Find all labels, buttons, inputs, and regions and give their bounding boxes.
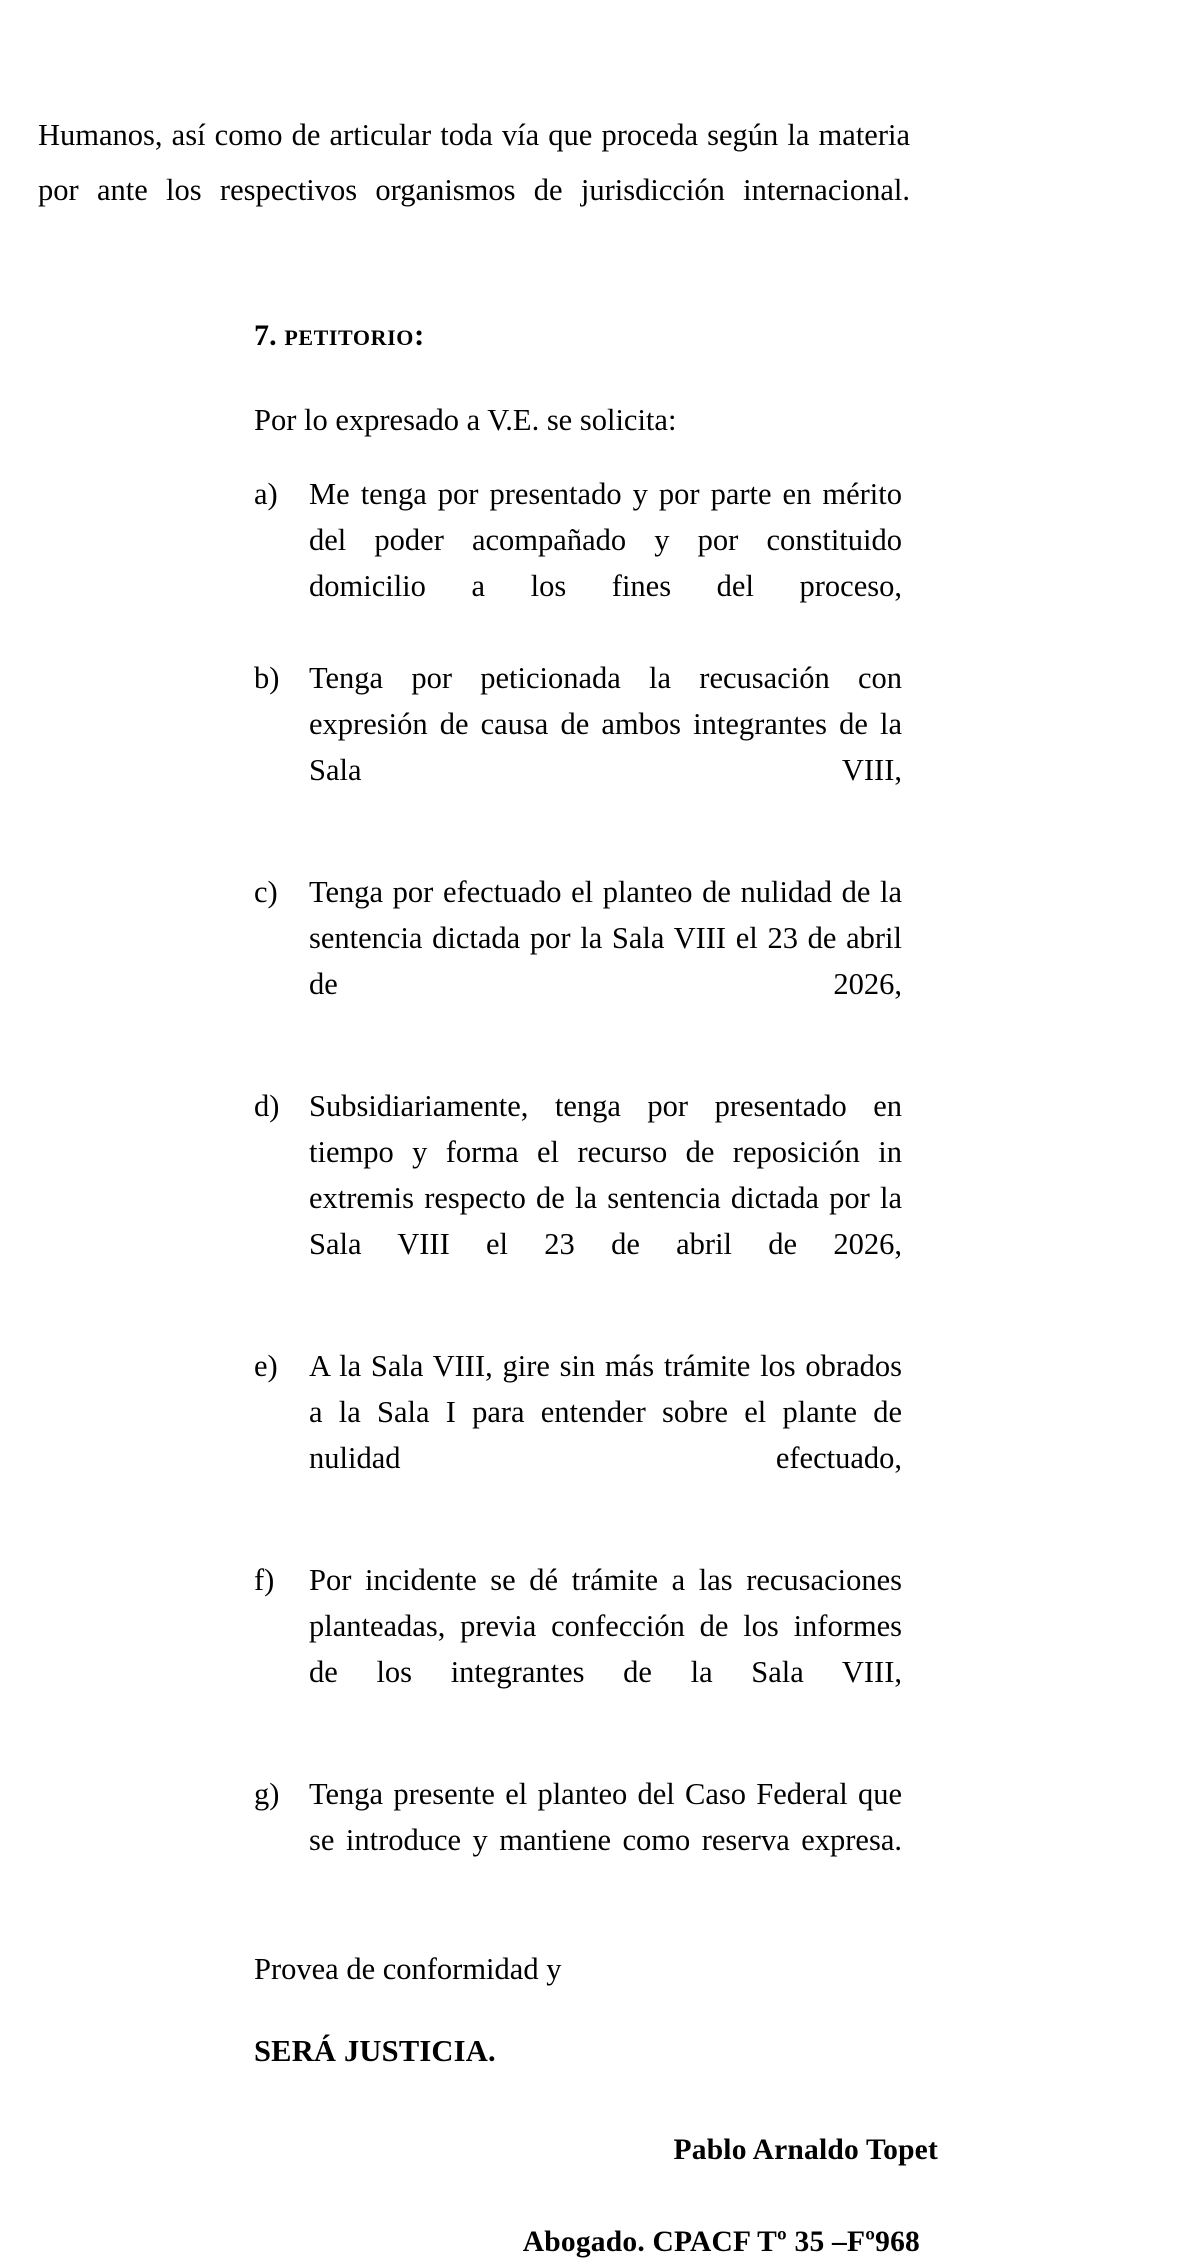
lead-line: Por lo expresado a V.E. se solicita: (254, 403, 677, 437)
signature-role: Abogado. CPACF Tº 35 –Fº968 (522, 2226, 920, 2258)
continuation-paragraph: Humanos, así como de articular toda vía que proceda según la materia por ante los respectivos organismos de jurisdicción internacional. (38, 118, 910, 207)
petition-list (38, 471, 1100, 1909)
list-item (254, 1343, 902, 1527)
list-item-marker: g) (254, 1777, 280, 1811)
section-number: 7. (254, 319, 277, 352)
list-item-text: Por incidente se dé trámite a las recusaciones planteadas, previa confección de los informes de los integrantes de la Sala VIII, (309, 1563, 902, 1689)
list-item (254, 471, 902, 655)
list-item-text: Tenga presente el planteo del Caso Federal que se introduce y mantiene como reserva expresa. (309, 1777, 902, 1857)
list-item-marker: f) (254, 1563, 275, 1597)
list-item-text: Me tenga por presentado y por parte en mérito del poder acompañado y por constituido domicilio a los fines del proceso, (309, 477, 902, 603)
list-item-marker: a) (254, 477, 278, 511)
list-item (254, 1083, 902, 1313)
list-item-marker: c) (254, 875, 278, 909)
list-item (254, 1771, 902, 1909)
list-item-marker: e) (254, 1349, 278, 1383)
list-item-text: Tenga por efectuado el planteo de nulidad de la sentencia dictada por la Sala VIII el 23 de abril de 2026, (309, 875, 902, 1001)
list-item (254, 655, 902, 839)
list-item-text: A la Sala VIII, gire sin más trámite los obrados a la Sala I para entender sobre el plante de nulidad efectuado, (309, 1349, 902, 1475)
list-item-marker: d) (254, 1089, 280, 1123)
list-item-text: Tenga por peticionada la recusación con expresión de causa de ambos integrantes de la Sala VIII, (309, 661, 902, 787)
signature-block (38, 2127, 1100, 2265)
closing-sera-justicia: SERÁ JUSTICIA. (254, 2034, 496, 2068)
list-item-marker: b) (254, 661, 280, 695)
section-title: petitorio: (284, 317, 425, 352)
section-heading-petitorio (254, 313, 1100, 358)
list-item-text: Subsidiariamente, tenga por presentado en tiempo y forma el recurso de reposición in extremis respecto de la sentencia dictada por la Sala VIII el 23 de abril de 2026, (309, 1089, 902, 1261)
list-item (254, 1557, 902, 1741)
signature-name: Pablo Arnaldo Topet (673, 2134, 938, 2166)
list-item (254, 869, 902, 1053)
closing-line: Provea de conformidad y (254, 1952, 562, 1986)
